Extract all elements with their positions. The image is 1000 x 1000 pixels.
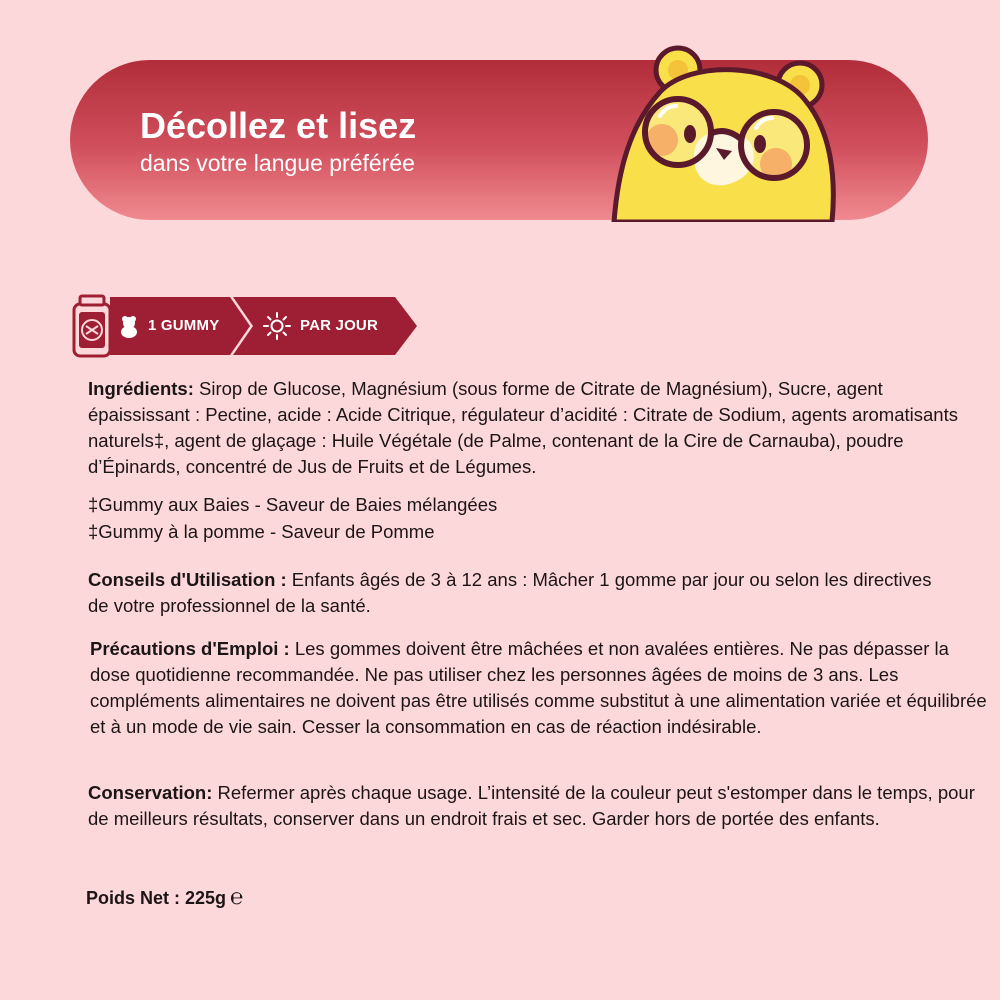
usage-label: Conseils d'Utilisation : [88,569,287,590]
flavor-item: ‡Gummy aux Baies - Saveur de Baies mélangées [88,494,498,515]
jar-icon [72,294,112,358]
sun-icon [262,312,292,340]
ingredients-section [88,376,978,480]
storage-label: Conservation: [88,782,213,803]
estimated-sign-icon: ℮ [230,885,244,910]
ingredients-label: Ingrédients: [88,378,194,399]
ingredients-text: Sirop de Glucose, Magnésium (sous forme de Citrate de Magnésium), Sucre, agent épaississant : Pectine, acide : Acide Citrique, régulateur d’acidité : Citrate de Sodium, agents aromatisants naturels‡, agent de glaçage : Huile Végétale (de Palme, contenant de la Cire de Carnauba), poudre d’Épinards, concentré de Jus de Fruits et de Légumes. [88,378,958,477]
usage-section [88,567,948,619]
flavor-item: ‡Gummy à la pomme - Saveur de Pomme [88,521,435,542]
dosage-badges [70,294,430,358]
precautions-section [90,636,990,740]
bear-mascot-icon [600,30,840,222]
net-weight-label: Poids Net : 225g [86,888,227,908]
banner-subtitle: dans votre langue préférée [140,150,415,176]
net-weight [86,884,243,912]
storage-text: Refermer après chaque usage. L’intensité de la couleur peut s'estomper dans le temps, pour de meilleurs résultats, conserver dans un endroit frais et sec. Garder hors de portée des enfants. [88,782,975,829]
precautions-text: Les gommes doivent être mâchées et non avalées entières. Ne pas dépasser la dose quotidienne recommandée. Ne pas utiliser chez les personnes âgées de moins de 3 ans. Les compléments alimentaires ne doivent pas être utilisés comme substitut à une alimentation variée et équilibrée et à un mode de vie sain. Cesser la consommation en cas de réaction indésirable. [90,638,987,737]
banner-title: Décollez et lisez [140,105,417,146]
precautions-label: Précautions d'Emploi : [90,638,290,659]
gummy-bear-icon [118,314,140,338]
dosage-badge-frequency: PAR JOUR [300,317,378,334]
storage-section [88,780,988,832]
usage-text: Enfants âgés de 3 à 12 ans : Mâcher 1 gomme par jour ou selon les directives de votre professionnel de la santé. [88,569,932,616]
dosage-badge-amount: 1 GUMMY [148,317,220,334]
